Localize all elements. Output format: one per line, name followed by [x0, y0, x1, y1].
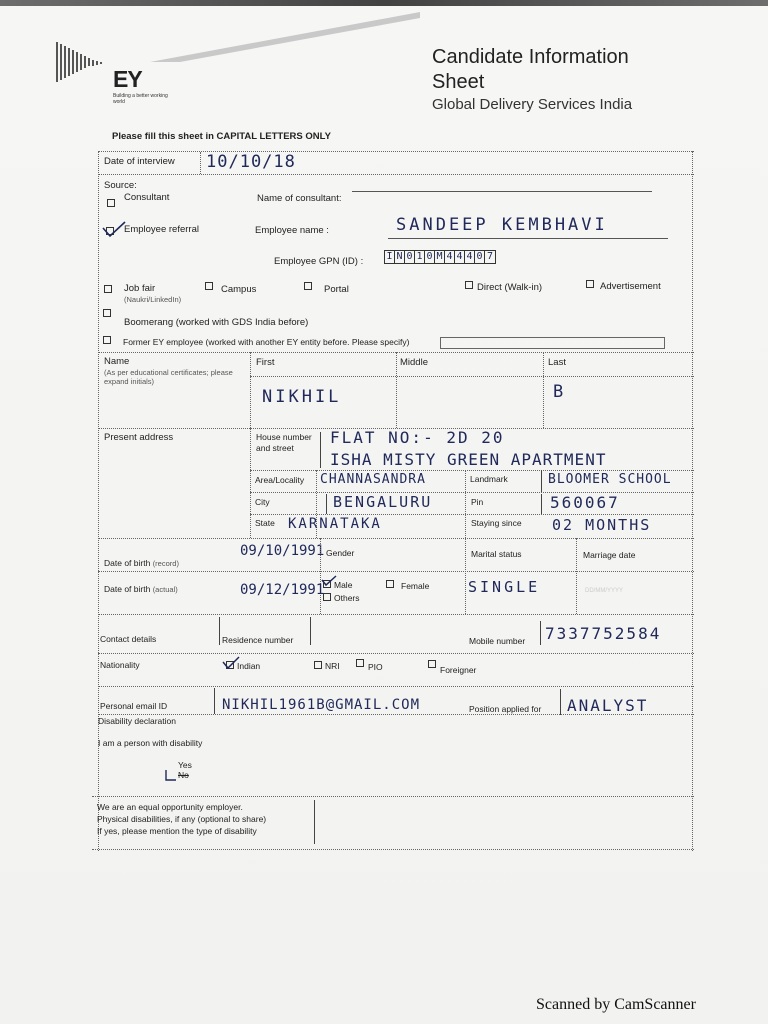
- pin-label: Pin: [471, 497, 484, 507]
- others-label: Others: [334, 593, 360, 603]
- form-rule: [576, 538, 577, 614]
- form-rule: [92, 849, 694, 850]
- campus-label: Campus: [221, 284, 257, 295]
- form-rule: [396, 352, 397, 428]
- house-value-line2[interactable]: ISHA MISTY GREEN APARTMENT: [330, 450, 607, 469]
- disability-yes[interactable]: Yes: [178, 760, 192, 770]
- boomerang-label: Boomerang (worked with GDS India before): [124, 317, 309, 328]
- house-label: House number and street: [256, 432, 312, 453]
- state-label: State: [255, 518, 275, 528]
- portal-label: Portal: [324, 284, 349, 295]
- tick-mark-icon: [164, 768, 178, 782]
- dob-actual-value[interactable]: 09/12/1991: [240, 582, 325, 598]
- female-label: Female: [401, 581, 430, 591]
- employee-name-label: Employee name :: [255, 225, 329, 236]
- area-label: Area/Locality: [255, 475, 305, 485]
- dob-actual-label: [104, 584, 178, 594]
- gpn-char: 0: [405, 251, 415, 263]
- source-label: Source:: [104, 180, 137, 191]
- gpn-char: 4: [455, 251, 465, 263]
- form-rule: [98, 151, 694, 152]
- form-rule: [250, 492, 694, 493]
- employee-name-value[interactable]: SANDEEP KEMBHAVI: [396, 215, 608, 235]
- male-label: Male: [334, 580, 353, 590]
- disability-type-text: If yes, please mention the type of disability: [97, 826, 257, 836]
- scan-edge: [0, 0, 768, 6]
- female-checkbox[interactable]: [386, 580, 394, 588]
- middle-name-label: Middle: [400, 357, 428, 368]
- form-rule: [98, 714, 694, 715]
- form-rule: [320, 432, 321, 468]
- marriage-date-placeholder[interactable]: DD/MM/YYYY: [585, 588, 624, 594]
- form-title-line2: Sheet: [432, 71, 485, 93]
- employee-name-line: [388, 238, 668, 239]
- form-rule: [98, 538, 694, 539]
- ey-beam-logo: [150, 12, 420, 62]
- mobile-number-label: Mobile number: [469, 636, 526, 646]
- portal-checkbox[interactable]: [304, 282, 312, 290]
- gpn-char: 7: [486, 251, 494, 262]
- marriage-date-label: Marriage date: [583, 550, 636, 560]
- gpn-char: I: [385, 251, 395, 263]
- others-checkbox[interactable]: [323, 593, 331, 601]
- form-rule: [541, 494, 542, 514]
- form-rule: [98, 614, 694, 615]
- form-rule: [98, 571, 694, 572]
- gpn-char: N: [395, 251, 405, 263]
- form-title-line1: Candidate Information: [432, 46, 629, 68]
- gpn-char: M: [435, 251, 445, 263]
- form-rule: [560, 689, 561, 715]
- consultant-checkbox[interactable]: [107, 199, 115, 207]
- position-applied-value[interactable]: ANALYST: [567, 696, 649, 715]
- last-name-value[interactable]: B: [553, 382, 565, 402]
- advertisement-checkbox[interactable]: [586, 280, 594, 288]
- gpn-char: 4: [465, 251, 475, 263]
- job-fair-label: Job fair: [124, 283, 156, 294]
- consultant-label: Consultant: [124, 192, 170, 203]
- ey-logo-text: EY: [113, 66, 142, 92]
- first-name-label: First: [256, 357, 275, 368]
- house-value-line1[interactable]: FLAT NO:- 2D 20: [330, 428, 505, 447]
- form-rule: [250, 514, 694, 515]
- scanner-watermark: Scanned by CamScanner: [536, 996, 696, 1013]
- equal-opportunity-text: We are an equal opportunity employer.: [97, 802, 243, 812]
- employee-referral-label: Employee referral: [124, 224, 199, 235]
- form-rule: [543, 352, 544, 428]
- ey-tagline: Building a better working world: [113, 93, 168, 105]
- interview-date-label: Date of interview: [104, 156, 175, 167]
- job-fair-sub: (Naukri/LinkedIn): [124, 295, 182, 304]
- name-sub-label: (As per educational certificates; please expand initials): [104, 368, 233, 386]
- advertisement-label: Advertisement: [600, 281, 661, 292]
- consultant-name-label: Name of consultant:: [257, 193, 342, 204]
- residence-number-label: Residence number: [222, 635, 294, 645]
- consultant-name-line[interactable]: [352, 191, 652, 192]
- pio-label: PIO: [368, 662, 383, 672]
- form-border-right: [692, 151, 693, 851]
- disability-no[interactable]: No: [178, 770, 189, 780]
- physical-disabilities-text: Physical disabilities, if any (optional to share): [97, 814, 267, 824]
- gpn-char: 0: [475, 251, 485, 263]
- gpn-char: 1: [415, 251, 425, 263]
- form-rule: [250, 376, 694, 377]
- former-ey-checkbox[interactable]: [103, 336, 111, 344]
- direct-label: Direct (Walk-in): [477, 282, 543, 293]
- form-rule: [98, 174, 694, 175]
- form-rule: [250, 352, 251, 428]
- employee-gpn-boxes[interactable]: [384, 250, 496, 264]
- boomerang-checkbox[interactable]: [103, 309, 111, 317]
- form-rule: [200, 152, 201, 174]
- form-rule: [540, 621, 541, 645]
- landmark-label: Landmark: [470, 474, 508, 484]
- pin-value[interactable]: 560067: [550, 493, 620, 512]
- form-rule: [92, 796, 694, 797]
- ey-bars-icon: [56, 42, 108, 82]
- form-rule: [98, 653, 694, 654]
- dob-record-value[interactable]: 09/10/1991: [240, 543, 325, 559]
- dob-actual-label-text: Date of birth: [104, 584, 151, 594]
- contact-details-label: Contact details: [100, 634, 157, 644]
- foreigner-checkbox[interactable]: [428, 660, 436, 668]
- last-name-label: Last: [548, 357, 566, 368]
- form-rule: [314, 800, 315, 844]
- form-rule: [98, 686, 694, 687]
- employee-gpn-label: Employee GPN (ID) :: [274, 256, 364, 267]
- gpn-char: 4: [445, 251, 455, 263]
- pio-checkbox[interactable]: [356, 659, 364, 667]
- form-rule: [465, 538, 466, 614]
- disability-question: I am a person with disability: [98, 738, 203, 748]
- marital-status-value[interactable]: SINGLE: [468, 578, 541, 596]
- personal-email-value[interactable]: NIKHIL1961B@GMAIL.COM: [222, 697, 421, 713]
- former-ey-input[interactable]: [440, 337, 665, 349]
- form-rule: [326, 494, 327, 514]
- present-address-label: Present address: [104, 432, 174, 443]
- dob-record-label-text: Date of birth: [104, 558, 151, 568]
- fill-instruction: Please fill this sheet in CAPITAL LETTERS ONLY: [112, 131, 331, 142]
- landmark-value[interactable]: BLOOMER SCHOOL: [548, 472, 672, 487]
- campus-checkbox[interactable]: [205, 282, 213, 290]
- foreigner-label: Foreigner: [440, 665, 477, 675]
- direct-checkbox[interactable]: [465, 281, 473, 289]
- form-subtitle: Global Delivery Services India: [432, 96, 633, 113]
- nri-label: NRI: [325, 661, 340, 671]
- disability-declaration-label: Disability declaration: [98, 716, 176, 726]
- form-rule: [465, 470, 466, 538]
- mobile-number-value[interactable]: 7337752584: [545, 624, 662, 643]
- form-rule: [541, 470, 542, 492]
- staying-since-label: Staying since: [471, 518, 522, 528]
- form-rule: [214, 688, 215, 714]
- gpn-char: 0: [425, 251, 435, 263]
- state-value[interactable]: KARNATAKA: [288, 516, 382, 532]
- former-ey-label: Former EY employee (worked with another EY entity before. Please specify): [123, 337, 410, 347]
- indian-label: Indian: [237, 661, 261, 671]
- name-label: Name: [104, 356, 130, 367]
- position-applied-label: Position applied for: [469, 704, 542, 714]
- personal-email-label: Personal email ID: [100, 701, 168, 711]
- first-name-value[interactable]: NIKHIL: [262, 387, 342, 407]
- city-value[interactable]: BENGALURU: [333, 493, 433, 511]
- dob-actual-sub: (actual): [152, 585, 178, 594]
- form-rule: [219, 617, 220, 645]
- area-value[interactable]: CHANNASANDRA: [320, 472, 426, 487]
- city-label: City: [255, 497, 270, 507]
- gender-label: Gender: [326, 548, 355, 558]
- dob-record-sub: (record): [152, 559, 179, 568]
- nationality-label: Nationality: [100, 660, 140, 670]
- form-rule: [310, 617, 311, 645]
- staying-since-value[interactable]: 02 MONTHS: [552, 516, 652, 534]
- job-fair-checkbox[interactable]: [104, 285, 112, 293]
- nri-checkbox[interactable]: [314, 661, 322, 669]
- dob-record-label: [104, 558, 179, 568]
- marital-status-label: Marital status: [471, 549, 522, 559]
- form-rule: [250, 428, 251, 538]
- interview-date-value[interactable]: 10/10/18: [206, 152, 296, 172]
